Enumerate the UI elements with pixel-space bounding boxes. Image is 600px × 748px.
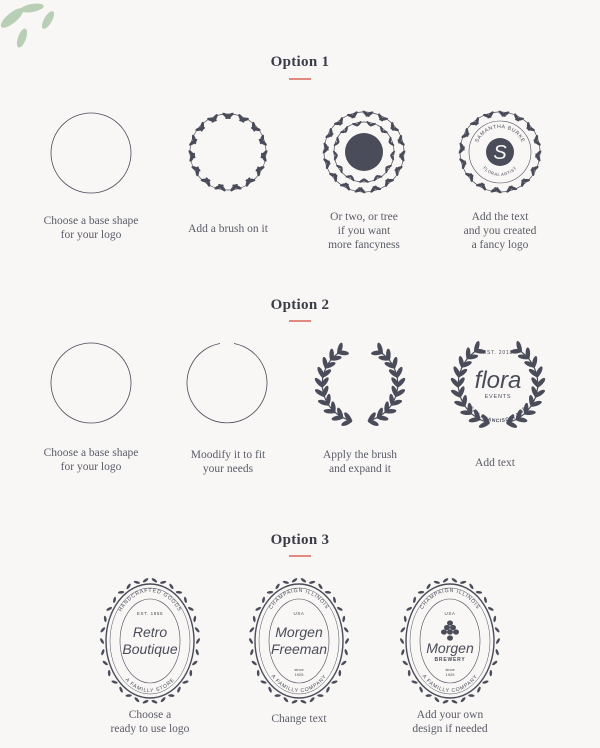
svg-text:A FAMILLY COMPANY: A FAMILLY COMPANY <box>269 673 329 695</box>
caption-2-2: Moodify it to fit your needs <box>190 449 266 475</box>
wreath-logo-samantha <box>452 104 548 200</box>
svg-text:EST. 1855: EST. 1855 <box>136 611 164 616</box>
svg-text:since: since <box>445 667 455 672</box>
svg-text:flora: flora <box>474 367 522 394</box>
svg-text:A FAMILLY COMPANY: A FAMILLY COMPANY <box>420 673 480 695</box>
caption-1-3: Or two, or tree if you want more fancyness <box>328 211 400 251</box>
laurel-brush <box>308 338 412 434</box>
svg-text:USA: USA <box>444 611 456 616</box>
svg-text:since: since <box>294 667 304 672</box>
base-circle-shape-2 <box>48 340 134 426</box>
wreath-brush-1 <box>180 104 276 200</box>
svg-text:BREWERY: BREWERY <box>434 657 466 663</box>
svg-text:HANDCRAFTED GOODS: HANDCRAFTED GOODS <box>117 587 183 613</box>
svg-text:SAMANTHA BURKE: SAMANTHA BURKE <box>474 123 526 144</box>
caption-1-2: Add a brush on it <box>188 223 268 235</box>
option-3-title: Option 3 <box>270 532 330 548</box>
option-1-divider <box>289 78 311 80</box>
svg-text:A FAMILLY STORE: A FAMILLY STORE <box>123 677 177 695</box>
option-1-title: Option 1 <box>270 54 330 70</box>
option-3-divider <box>289 555 311 557</box>
svg-text:CHAMPAIGN ILLINOIS: CHAMPAIGN ILLINOIS <box>268 587 330 611</box>
svg-text:1925: 1925 <box>445 672 455 677</box>
option-2-divider <box>289 320 311 322</box>
svg-text:Boutique: Boutique <box>122 641 178 657</box>
caption-2-3: Apply the brush and expand it <box>322 449 398 475</box>
badge-retro-boutique <box>96 575 204 707</box>
double-wreath-filled <box>316 104 412 200</box>
flora-events-logo <box>444 336 552 436</box>
svg-text:Retro: Retro <box>132 624 168 640</box>
caption-2-1: Choose a base shape for your logo <box>43 447 139 473</box>
svg-text:USA: USA <box>293 611 305 616</box>
svg-text:FLORAL ARTIST: FLORAL ARTIST <box>482 165 518 178</box>
svg-text:Morgen: Morgen <box>426 640 474 656</box>
caption-1-1: Choose a base shape for your logo <box>43 215 139 241</box>
caption-3-2: Change text <box>271 713 327 725</box>
open-circle-shape <box>182 340 272 426</box>
caption-2-4: Add text <box>475 457 515 469</box>
svg-text:S: S <box>493 142 507 164</box>
svg-text:Freeman: Freeman <box>270 641 328 657</box>
svg-text:EST. 2013: EST. 2013 <box>482 350 514 356</box>
svg-text:EVENTS: EVENTS <box>484 394 512 400</box>
svg-text:CHAMPAIGN ILLINOIS: CHAMPAIGN ILLINOIS <box>419 587 481 611</box>
option-2-title: Option 2 <box>270 297 330 313</box>
caption-3-1: Choose a ready to use logo <box>110 709 190 735</box>
badge-morgen-brewery <box>396 575 504 707</box>
svg-text:SAN FRANCISCO, USA: SAN FRANCISCO, USA <box>467 405 529 425</box>
caption-3-3: Add your own design if needed <box>412 709 488 735</box>
base-circle-shape <box>48 110 134 196</box>
leaf-decoration <box>0 0 90 60</box>
badge-morgen-freeman <box>245 575 353 707</box>
caption-1-4: Add the text and you created a fancy logo <box>463 211 537 251</box>
svg-text:1925: 1925 <box>294 672 304 677</box>
svg-text:Morgen: Morgen <box>275 624 323 640</box>
